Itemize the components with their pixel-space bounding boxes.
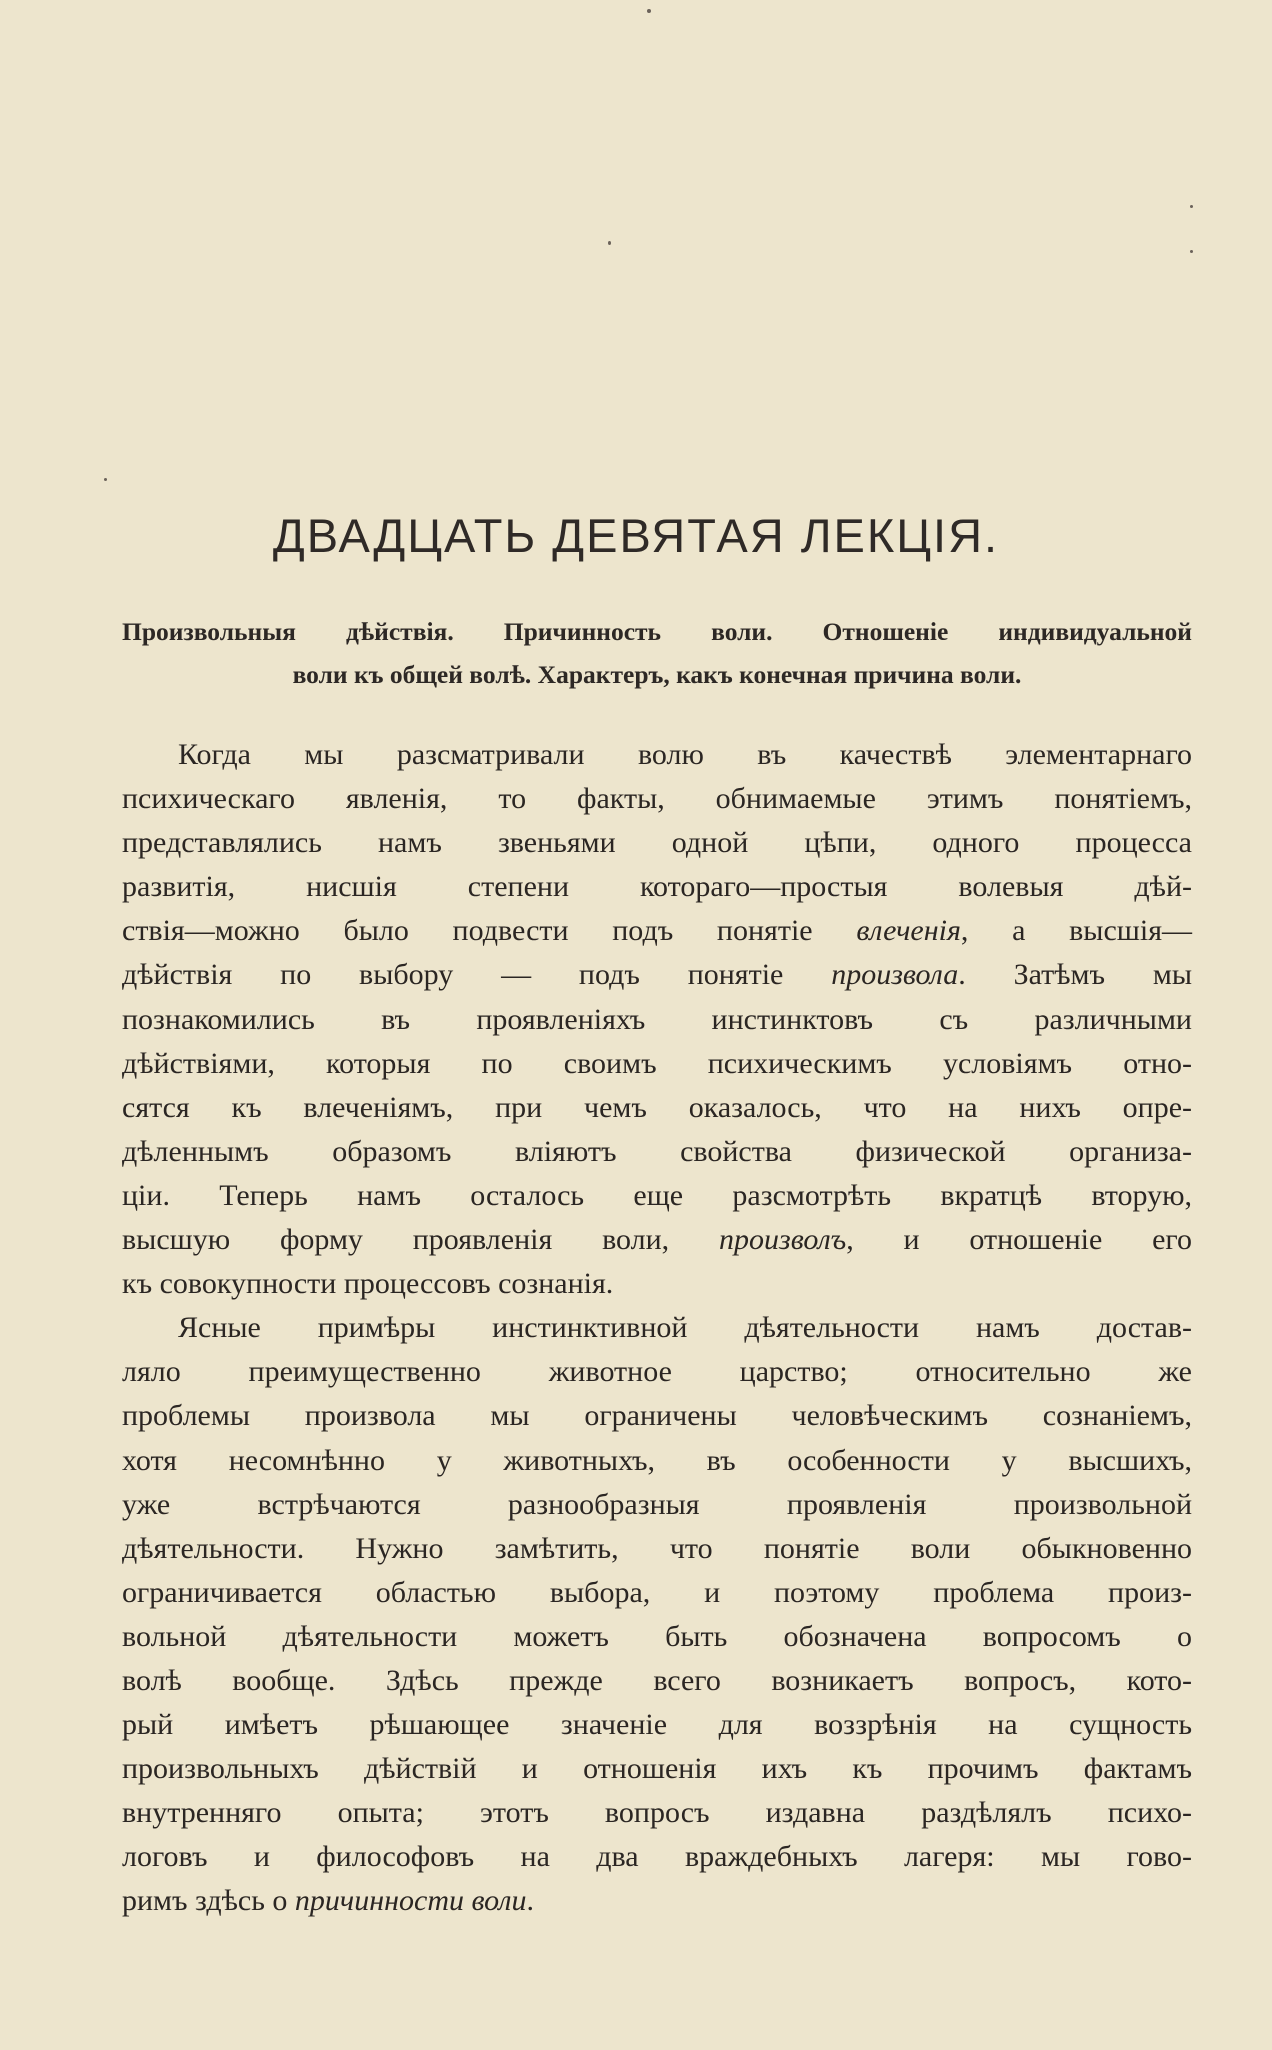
text-line [122,1835,1192,1879]
chapter-summary [122,610,1192,696]
emphasized-term: произволъ [718,1223,847,1257]
text-run: Ясные примѣры инстинктивной дѣятельности намъ достав- [178,1311,1192,1345]
summary-line: Произвольныя дѣйствія. Причинность воли. Отношеніе индивидуальной [122,617,1192,646]
text-run: развитія, нисшія степени котораго—простыя волевыя дѣй- [122,870,1192,904]
text-run: ляло преимущественно животное царство; относительно же [122,1355,1192,1389]
text-line [122,953,1192,997]
paragraph [122,1306,1192,1923]
text-run: познакомились въ проявленіяхъ инстинктовъ съ различными [122,1002,1192,1036]
print-speck [1190,250,1193,253]
text-line [122,1615,1192,1659]
text-line [122,1791,1192,1835]
text-line [122,1042,1192,1086]
text-run: дѣйствія по выбору — подъ понятіе [122,958,832,992]
text-run: хотя несомнѣнно у животныхъ, въ особенности у высшихъ, [122,1443,1192,1477]
text-line [122,1394,1192,1438]
text-line [122,998,1192,1042]
text-run: вольной дѣятельности можетъ быть обозначена вопросомъ о [122,1619,1192,1653]
text-run: дѣятельности. Нужно замѣтить, что понятіе воли обыкновенно [122,1531,1192,1565]
text-line [122,733,1192,777]
text-line [122,865,1192,909]
text-line [122,909,1192,953]
print-speck [608,241,611,245]
text-line [122,1703,1192,1747]
text-run: , и отношеніе его [846,1223,1192,1257]
paragraph [122,733,1192,1306]
chapter-title: ДВАДЦАТЬ ДЕВЯТАЯ ЛЕКЦІЯ. [272,509,1000,562]
text-run: дѣленнымъ образомъ вліяютъ свойства физической организа- [122,1134,1192,1168]
text-line [122,1659,1192,1703]
text-run: внутренняго опыта; этотъ вопросъ издавна раздѣлялъ психо- [122,1796,1192,1830]
text-run: ограничивается областью выбора, и поэтому проблема произ- [122,1575,1192,1609]
print-speck [1190,205,1193,208]
emphasized-term: причинности воли [294,1884,527,1918]
text-run: къ совокупности процессовъ сознанія. [122,1267,614,1301]
text-run: , а высшія— [960,914,1193,948]
text-run: психическаго явленія, то факты, обнимаемые этимъ понятіемъ, [122,782,1192,816]
text-run: рый имѣетъ рѣшающее значеніе для воззрѣнія на сущность [122,1708,1192,1742]
text-line [122,1218,1192,1262]
emphasized-term: влеченія [856,914,961,948]
text-run: уже встрѣчаются разнообразныя проявленія произвольной [122,1487,1192,1521]
text-line [122,821,1192,865]
text-run: проблемы произвола мы ограничены человѣческимъ сознаніемъ, [122,1399,1192,1433]
text-run: представлялись намъ звеньями одной цѣпи, одного процесса [122,826,1192,860]
text-line [122,1306,1192,1350]
summary-line: воли къ общей волѣ. Характеръ, какъ конечная причина воли. [292,660,1022,689]
text-run: ствія—можно было подвести подъ понятіе [122,914,857,948]
text-run: . Затѣмъ мы [958,958,1192,992]
text-line [122,1571,1192,1615]
text-line [122,1527,1192,1571]
text-run: . [526,1884,534,1918]
text-line [122,1879,1192,1923]
text-line [122,1262,1192,1306]
text-line [122,1086,1192,1130]
text-line [122,1130,1192,1174]
print-speck [647,9,651,13]
print-speck [104,478,107,481]
text-line [122,777,1192,821]
text-run: Когда мы разсматривали волю въ качествѣ элементарнаго [178,738,1192,771]
text-run: дѣйствіями, которыя по своимъ психическимъ условіямъ отно- [122,1046,1192,1080]
emphasized-term: произвола [831,958,959,992]
text-line [122,1747,1192,1791]
text-run: логовъ и философовъ на два враждебныхъ лагеря: мы гово- [122,1840,1192,1874]
text-run: ціи. Теперь намъ осталось еще разсмотрѣть вкратцѣ вторую, [122,1178,1192,1212]
lecture-text [122,733,1192,1924]
text-line [122,1174,1192,1218]
text-run: сятся къ влеченіямъ, при чемъ оказалось, что на нихъ опре- [122,1090,1192,1124]
text-line [122,1350,1192,1394]
text-run: волѣ вообще. Здѣсь прежде всего возникаетъ вопросъ, кото- [122,1663,1192,1697]
text-run: высшую форму проявленія воли, [122,1223,719,1257]
text-run: произвольныхъ дѣйствій и отношенія ихъ къ прочимъ фактамъ [122,1752,1192,1786]
text-line [122,1439,1192,1483]
text-run: римъ здѣсь о [122,1884,295,1918]
text-line [122,1483,1192,1527]
